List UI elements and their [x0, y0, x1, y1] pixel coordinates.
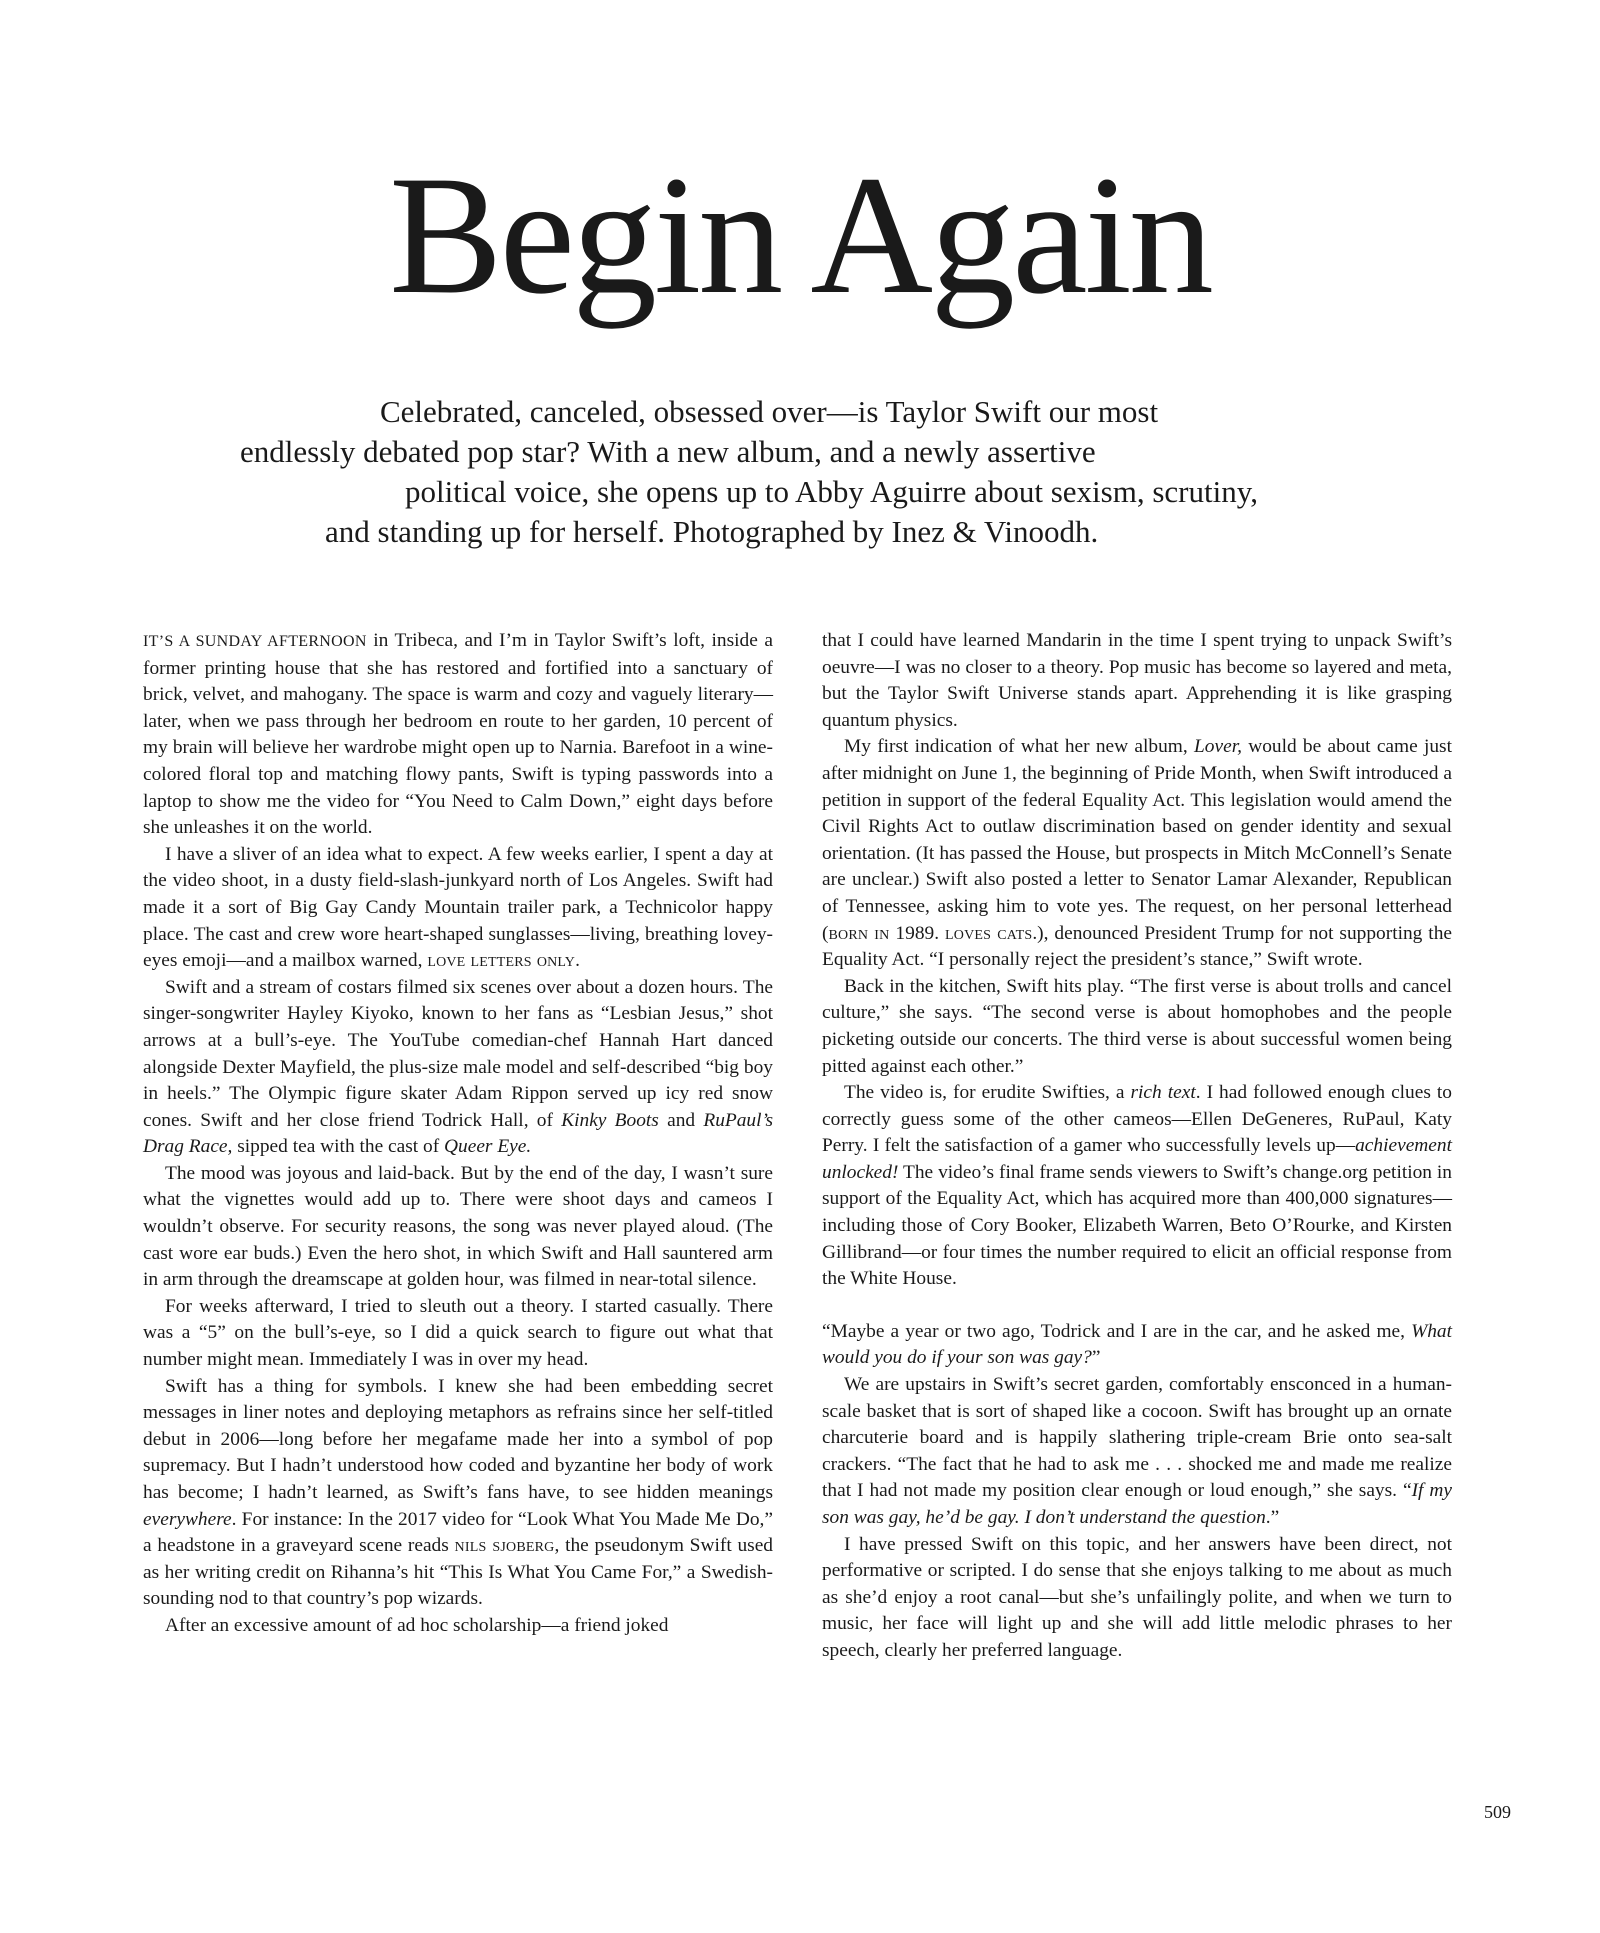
paragraph: The mood was joyous and laid-back. But by the end of the day, I wasn’t sure what the vignettes would add up to. There were shoot days and cameos I wouldn’t observe. For security reasons, the song was never played aloud. (The cast wore ear buds.) Even the hero shot, in which Swift and Hall sauntered arm in arm through the dreamscape at golden hour, was filmed in near-total silence. [143, 1162, 773, 1291]
paragraph: that I could have learned Mandarin in the time I spent trying to unpack Swift’s oeuvre—I was no closer to a theory. Pop music has become so layered and meta, but the Taylor Swift Universe stands apart. Apprehending it is like grasping quantum physics. [822, 630, 1452, 731]
right-column [822, 628, 1452, 1665]
headline: Begin Again [389, 141, 1211, 329]
paragraph: Back in the kitchen, Swift hits play. “The first verse is about trolls and cancel culture,” she says. “The second verse is about homophobes and the people picketing outside our concerts. The third verse is about successful women being pitted against each other.” [822, 975, 1452, 1077]
paragraph: “Maybe a year or two ago, Todrick and I are in the car, and he asked me, What would you do if your son was gay?” [822, 1320, 1452, 1369]
paragraph: Swift and a stream of costars filmed six scenes over about a dozen hours. The singer-songwriter Hayley Kiyoko, known to her fans as “Lesbian Jesus,” shot arrows at a bull’s-eye. The YouTube comedian-chef Hannah Hart danced alongside Dexter Mayfield, the plus-size male model and self-described “big boy in heels.” The Olympic figure skater Adam Rippon served up icy red snow cones. Swift and her close friend Todrick Hall, of Kinky Boots and RuPaul’s Drag Race, sipped tea with the cast of Queer Eye. [143, 976, 774, 1158]
paragraph: For weeks afterward, I tried to sleuth out a theory. I started casually. There was a “5” on the bull’s-eye, so I did a quick search to figure out what that number might mean. Immediately I was in over my head. [143, 1295, 773, 1371]
page-number: 509 [1484, 1802, 1511, 1822]
paragraph: My first indication of what her new album, Lover, would be about came just after midnight on June 1, the beginning of Pride Month, when Swift introduced a petition in support of the federal Equality Act. This legislation would amend the Civil Rights Act to outlaw discrimination based on gender identity and sexual orientation. (It has passed the House, but prospects in Mitch McConnell’s Senate are unclear.) Swift also posted a letter to Senator Lamar Alexander, Republican of Tennessee, asking him to vote yes. The request, on her personal letterhead (born in 1989. loves cats.), denounced President Trump for not supporting the Equality Act. “I personally reject the president’s stance,” Swift wrote. [822, 736, 1453, 971]
deck-line: political voice, she opens up to Abby Aguirre about sexism, scrutiny, [405, 474, 1258, 509]
paragraph: Swift has a thing for symbols. I knew she had been embedding secret messages in liner notes and deploying metaphors as refrains since her self-titled debut in 2006—long before her megafame made her into a symbol of pop supremacy. But I hadn’t understood how coded and byzantine her body of work has become; I hadn’t learned, as Swift’s fans have, to see hidden meanings everywhere. For instance: In the 2017 video for “Look What You Made Me Do,” a headstone in a graveyard scene reads nils sjoberg, the pseudonym Swift used as her writing credit on Rihanna’s hit “This Is What You Came For,” a Swedish-sounding nod to that country’s pop wizards. [143, 1375, 773, 1610]
paragraph: We are upstairs in Swift’s secret garden, comfortably ensconced in a human-scale basket that is sort of shaped like a cocoon. Swift has brought up an ornate charcuterie board and is happily slathering triple-cream Brie onto sea-salt crackers. “The fact that he had to ask me . . . shocked me and made me realize that I had not made my position clear enough or loud enough,” she says. “If my son was gay, he’d be gay. I don’t understand the question.” [822, 1374, 1452, 1528]
paragraph: The video is, for erudite Swifties, a rich text. I had followed enough clues to correctly guess some of the other cameos—Ellen DeGeneres, RuPaul, Katy Perry. I felt the satisfaction of a gamer who successfully levels up—achievement unlocked! The video’s final frame sends viewers to Swift’s change.org petition in support of the Equality Act, which has acquired more than 400,000 signatures—including those of Cory Booker, Elizabeth Warren, Beto O’Rourke, and Kirsten Gillibrand—or four times the number required to elicit an official response from the White House. [822, 1082, 1452, 1290]
left-column [143, 628, 773, 1640]
deck-line: Celebrated, canceled, obsessed over—is Taylor Swift our most [380, 394, 1159, 429]
paragraph: IT’S A SUNDAY AFTERNOON in Tribeca, and I’m in Taylor Swift’s loft, inside a former printing house that she has restored and fortified into a sanctuary of brick, velvet, and mahogany. The space is warm and cozy and vaguely literary—later, when we pass through her bedroom en route to her garden, 10 percent of my brain will believe her wardrobe might open up to Narnia. Barefoot in a wine-colored floral top and matching flowy pants, Swift is typing passwords into a laptop to show me the video for “You Need to Calm Down,” eight days before she unleashes it on the world. [143, 630, 773, 839]
deck-line: and standing up for herself. Photographed by Inez & Vinoodh. [325, 514, 1099, 549]
paragraph: I have a sliver of an idea what to expect. A few weeks earlier, I spent a day at the video shoot, in a dusty field-slash-junkyard north of Los Angeles. Swift had made it a sort of Big Gay Candy Mountain trailer park, a Technicolor happy place. The cast and crew wore heart-shaped sunglasses—living, breathing lovey-eyes emoji—and a mailbox warned, love letters only. [143, 843, 773, 972]
paragraph: I have pressed Swift on this topic, and her answers have been direct, not performative or scripted. I do sense that she enjoys talking to me about as much as she’d enjoy a root canal—but she’s unfailingly polite, and when we turn to music, her face will light up and she will add little melodic phrases to her speech, clearly her preferred language. [822, 1533, 1452, 1661]
deck [200, 392, 1400, 552]
paragraph: After an excessive amount of ad hoc scholarship—a friend joked [165, 1614, 669, 1636]
lead-in: IT’S A SUNDAY AFTERNOON [143, 633, 367, 650]
deck-line: endlessly debated pop star? With a new album, and a newly assertive [240, 434, 1096, 469]
